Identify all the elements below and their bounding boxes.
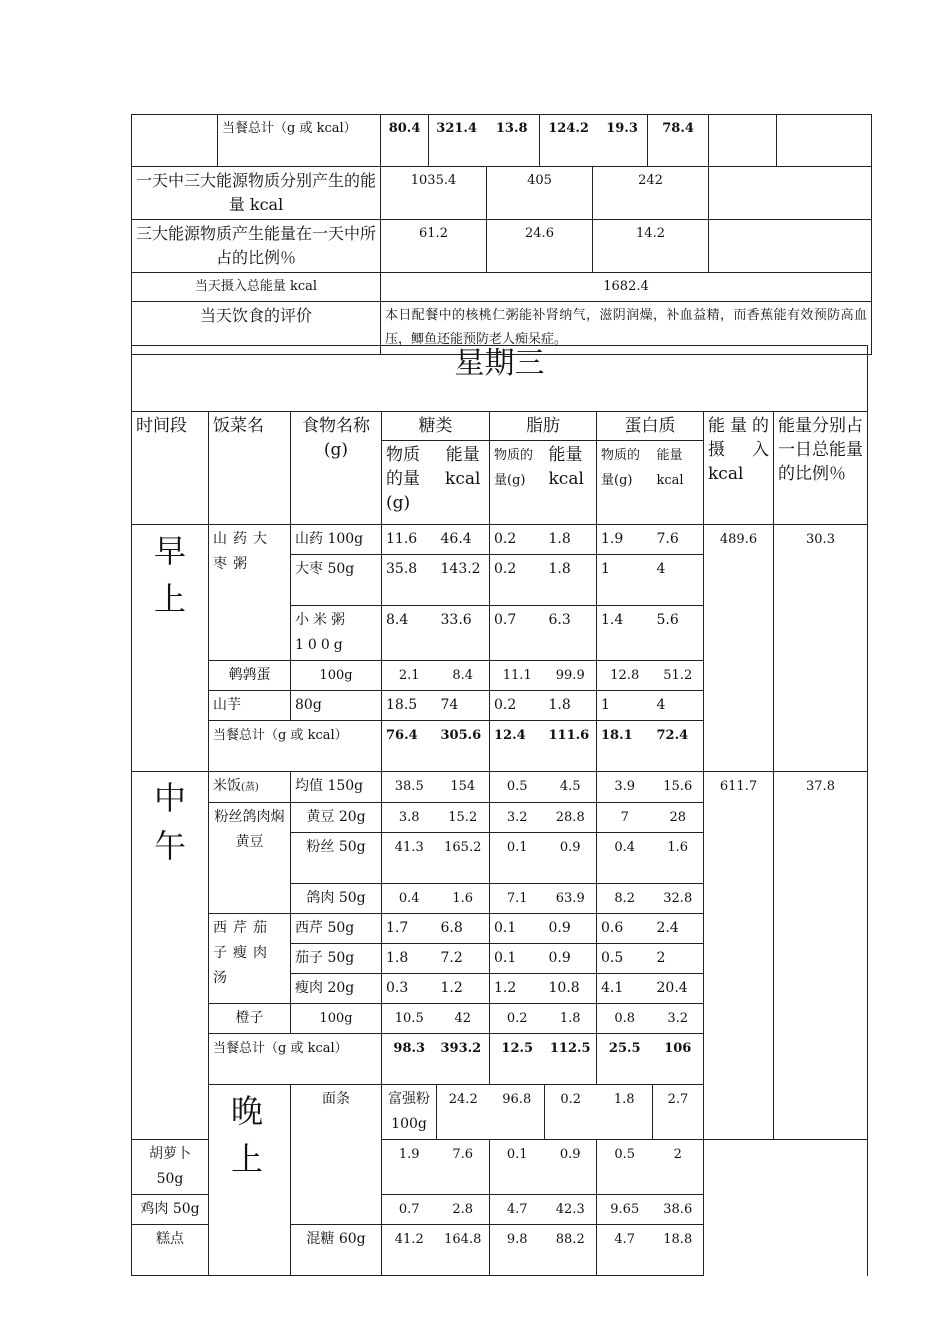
header-energy-ratio: 能量分别占一日总能量的比例％ [774,412,868,525]
total-protein-amount: 25.5 [597,1034,653,1085]
empty-cell [709,167,872,220]
lunch-energy: 611.7 [704,772,774,1140]
protein-amount: 3.9 [597,772,653,803]
sugar-amount: 10.5 [382,1004,437,1034]
protein-amount: 1 [597,691,653,721]
protein-energy: 5.6 [653,606,704,661]
header-row-1 [132,412,868,441]
meal-total-sugar-energy: 321.4 [436,121,478,136]
sugar-amount: 1.9 [382,1140,437,1195]
fat-energy: 6.3 [545,606,597,661]
food-name: 胡萝卜 50g [132,1140,209,1195]
sugar-amount: 8.4 [382,606,437,661]
dish-celery-eggplant-pork-soup: 西芹茄子瘦肉汤 [209,914,291,1004]
daily-energy-sugar: 1035.4 [381,167,487,220]
protein-amount: 8.2 [597,884,653,914]
empty-cell [777,115,872,167]
daily-energy-label: 一天中三大能源物质分别产生的能量 kcal [132,167,381,220]
table-row [132,772,868,803]
header-fat-energy: 能量 kcal [545,441,597,525]
fat-energy: 0.9 [545,944,597,974]
dish-taro: 山芋 [209,691,291,721]
fat-energy: 1.8 [545,555,597,606]
sugar-energy: 96.8 [490,1085,545,1140]
fat-amount: 9.8 [490,1225,545,1276]
protein-amount: 0.5 [597,944,653,974]
header-protein: 蛋白质 [597,412,704,441]
sugar-amount: 41.3 [382,833,437,884]
total-sugar-amount: 76.4 [382,721,437,772]
protein-energy: 18.8 [653,1225,704,1276]
food-name: 鸽肉 50g [291,884,382,914]
fat-energy: 4.5 [545,772,597,803]
total-protein-energy: 72.4 [653,721,704,772]
breakfast-ratio: 30.3 [774,525,868,772]
dish-orange: 橙子 [209,1004,291,1034]
sugar-energy: 164.8 [437,1225,490,1276]
sugar-amount: 3.8 [382,803,437,833]
food-name: 大枣 50g [291,555,382,606]
protein-energy: 28 [653,803,704,833]
meal-total-sugar-amount: 80.4 [381,115,429,166]
sugar-energy: 33.6 [437,606,490,661]
fat-energy: 0.9 [545,914,597,944]
period-lunch: 中午 [132,772,209,1140]
empty-cell [709,115,777,167]
fat-energy: 88.2 [545,1225,597,1276]
daily-ratio-label: 三大能源物质产生能量在一天中所占的比例％ [132,220,381,273]
fat-amount: 0.2 [490,555,545,606]
sugar-amount: 35.8 [382,555,437,606]
food-name: 80g [291,691,382,721]
protein-amount: 0.5 [597,1140,653,1195]
protein-energy: 7.6 [653,525,704,555]
sugar-amount: 0.7 [382,1195,437,1225]
sugar-energy: 143.2 [437,555,490,606]
protein-energy: 2 [653,944,704,974]
sugar-energy: 42 [437,1004,490,1034]
fat-energy: 0.9 [545,833,597,884]
protein-energy: 38.6 [653,1195,704,1225]
total-sugar-energy: 393.2 [437,1034,490,1085]
total-sugar-amount: 98.3 [382,1034,437,1085]
fat-amount: 11.1 [490,661,545,691]
protein-energy: 32.8 [653,884,704,914]
sugar-energy: 7.6 [437,1140,490,1195]
food-name: 瘦肉 20g [291,974,382,1004]
fat-amount: 0.2 [545,1085,597,1140]
fat-amount: 0.1 [490,914,545,944]
dish-rice-label: 米饭 [213,778,241,794]
fat-energy: 1.8 [545,691,597,721]
fat-amount: 0.7 [490,606,545,661]
sugar-amount: 1.7 [382,914,437,944]
header-fat: 脂肪 [490,412,597,441]
protein-energy: 2.4 [653,914,704,944]
daily-ratio-sugar: 61.2 [381,220,487,273]
fat-amount: 0.1 [490,1140,545,1195]
total-fat-energy: 111.6 [545,721,597,772]
daily-ratio-row [132,220,872,273]
fat-amount: 0.1 [490,944,545,974]
fat-amount: 1.2 [490,974,545,1004]
meal-total-fat-energy: 124.2 [548,121,589,136]
fat-amount: 0.2 [490,525,545,555]
sugar-energy: 1.2 [437,974,490,1004]
protein-amount: 4.7 [597,1225,653,1276]
fat-amount: 3.2 [490,803,545,833]
food-name: 100g [291,661,382,691]
sugar-energy: 6.8 [437,914,490,944]
daily-ratio-fat: 24.6 [487,220,593,273]
total-intake-label: 当天摄入总能量 kcal [132,273,381,302]
sugar-energy: 1.6 [437,884,490,914]
protein-amount: 1 [597,555,653,606]
meal-total-label: 当餐总计（g 或 kcal） [209,721,382,772]
header-fat-amount: 物质的量(g) [490,441,545,525]
fat-amount: 7.1 [490,884,545,914]
food-name: 茄子 50g [291,944,382,974]
evaluation-text: 本日配餐中的核桃仁粥能补肾纳气，滋阴润燥，补血益精，而香蕉能有效预防高血压，鲫鱼还能预防老人痴呆症。 [381,302,872,355]
fat-energy: 28.8 [545,803,597,833]
fat-amount: 0.2 [490,1004,545,1034]
total-sugar-energy: 305.6 [437,721,490,772]
food-name: 混糖 60g [291,1225,382,1276]
food-name: 鸡肉 50g [132,1195,209,1225]
daily-energy-protein: 242 [593,167,709,220]
fat-energy: 99.9 [545,661,597,691]
protein-energy: 4 [653,691,704,721]
empty-cell [709,220,872,273]
empty-cell [132,115,218,167]
fat-energy: 42.3 [545,1195,597,1225]
table-row [132,525,868,555]
protein-energy: 15.6 [653,772,704,803]
dish-noodles: 面条 [291,1085,382,1225]
total-fat-amount: 12.5 [490,1034,545,1085]
fat-amount: 0.5 [490,772,545,803]
fat-energy: 1.8 [545,1004,597,1034]
meal-total-row [132,115,872,167]
protein-energy: 3.2 [653,1004,704,1034]
fat-energy: 1.8 [545,525,597,555]
protein-amount: 1.9 [597,525,653,555]
sugar-energy: 74 [437,691,490,721]
food-name: 富强粉 100g [382,1085,437,1140]
fat-amount: 0.2 [490,691,545,721]
protein-amount: 0.8 [597,1004,653,1034]
total-fat-energy: 112.5 [545,1034,597,1085]
protein-amount: 9.65 [597,1195,653,1225]
food-name: 均值 150g [291,772,382,803]
sugar-amount: 38.5 [382,772,437,803]
food-name: 粉丝 50g [291,833,382,884]
protein-energy: 20.4 [653,974,704,1004]
protein-amount: 2.7 [653,1085,704,1140]
protein-amount: 0.4 [597,833,653,884]
sugar-energy: 8.4 [437,661,490,691]
sugar-energy: 165.2 [437,833,490,884]
period-dinner: 晚上 [209,1085,291,1276]
sugar-amount: 1.8 [382,944,437,974]
lunch-ratio: 37.8 [774,772,868,1140]
meal-total-protein-energy: 78.4 [662,121,694,136]
food-name: 100g [291,1004,382,1034]
evaluation-label: 当天饮食的评价 [132,302,381,355]
fat-amount: 4.7 [490,1195,545,1225]
protein-energy: 1.6 [653,833,704,884]
daily-ratio-protein: 14.2 [593,220,709,273]
meal-total-label: 当餐总计（g 或 kcal） [218,115,381,167]
fat-energy: 63.9 [545,884,597,914]
header-dish: 饭菜名 [209,412,291,525]
fat-energy: 0.9 [545,1140,597,1195]
dish-rice-note: (蒸) [241,782,259,793]
dish-quail-egg: 鹌鹑蛋 [209,661,291,691]
meal-total-protein-amount: 19.3 [597,115,648,166]
header-food: 食物名称(g) [291,412,382,525]
protein-amount: 7 [597,803,653,833]
header-sugar-energy: 能量 kcal [437,441,490,525]
total-fat-amount: 12.4 [490,721,545,772]
fat-energy: 10.8 [545,974,597,1004]
wednesday-table [131,345,868,1276]
sugar-amount: 41.2 [382,1225,437,1276]
header-energy-intake: 能量的摄入 kcal [704,412,774,525]
dish-rice [209,772,291,803]
header-sugar: 糖类 [382,412,490,441]
sugar-amount: 0.3 [382,974,437,1004]
meal-total-label: 当餐总计（g 或 kcal） [209,1034,382,1085]
protein-energy: 2 [653,1140,704,1195]
food-name: 西芹 50g [291,914,382,944]
protein-energy: 51.2 [653,661,704,691]
sugar-amount: 24.2 [437,1085,490,1140]
sugar-amount: 2.1 [382,661,437,691]
meal-total-fat-amount: 13.8 [484,115,540,166]
daily-energy-fat: 405 [487,167,593,220]
header-protein-amount: 物质的量(g) [597,441,653,525]
protein-energy: 4 [653,555,704,606]
day-title-row [132,346,868,412]
sugar-energy: 15.2 [437,803,490,833]
protein-amount: 1.4 [597,606,653,661]
dish-pastry: 糕点 [132,1225,209,1276]
fat-energy: 1.8 [597,1085,653,1140]
total-intake-value: 1682.4 [381,273,872,302]
dish-yam-jujube-porridge: 山药大枣粥 [209,525,291,661]
sugar-energy: 2.8 [437,1195,490,1225]
protein-amount: 4.1 [597,974,653,1004]
fat-amount: 0.1 [490,833,545,884]
protein-amount: 12.8 [597,661,653,691]
header-protein-energy: 能量 kcal [653,441,704,525]
sugar-amount: 0.4 [382,884,437,914]
total-intake-row [132,273,872,302]
breakfast-energy: 489.6 [704,525,774,772]
daily-energy-row [132,167,872,220]
sugar-amount: 18.5 [382,691,437,721]
food-name: 黄豆 20g [291,803,382,833]
food-name: 小米粥 100g [291,606,382,661]
previous-day-summary-table [131,114,872,355]
day-title: 星期三 [132,346,868,412]
protein-amount: 0.6 [597,914,653,944]
total-protein-amount: 18.1 [597,721,653,772]
sugar-energy: 7.2 [437,944,490,974]
meal-total-values [381,115,708,166]
header-period: 时间段 [132,412,209,525]
total-protein-energy: 106 [653,1034,704,1085]
food-name: 山药 100g [291,525,382,555]
period-breakfast: 早上 [132,525,209,772]
dish-vermicelli-pigeon-soybean: 粉丝鸽肉焖黄豆 [209,803,291,914]
sugar-energy: 46.4 [437,525,490,555]
header-sugar-amount: 物质的量(g) [382,441,437,525]
sugar-amount: 11.6 [382,525,437,555]
sugar-energy: 154 [437,772,490,803]
